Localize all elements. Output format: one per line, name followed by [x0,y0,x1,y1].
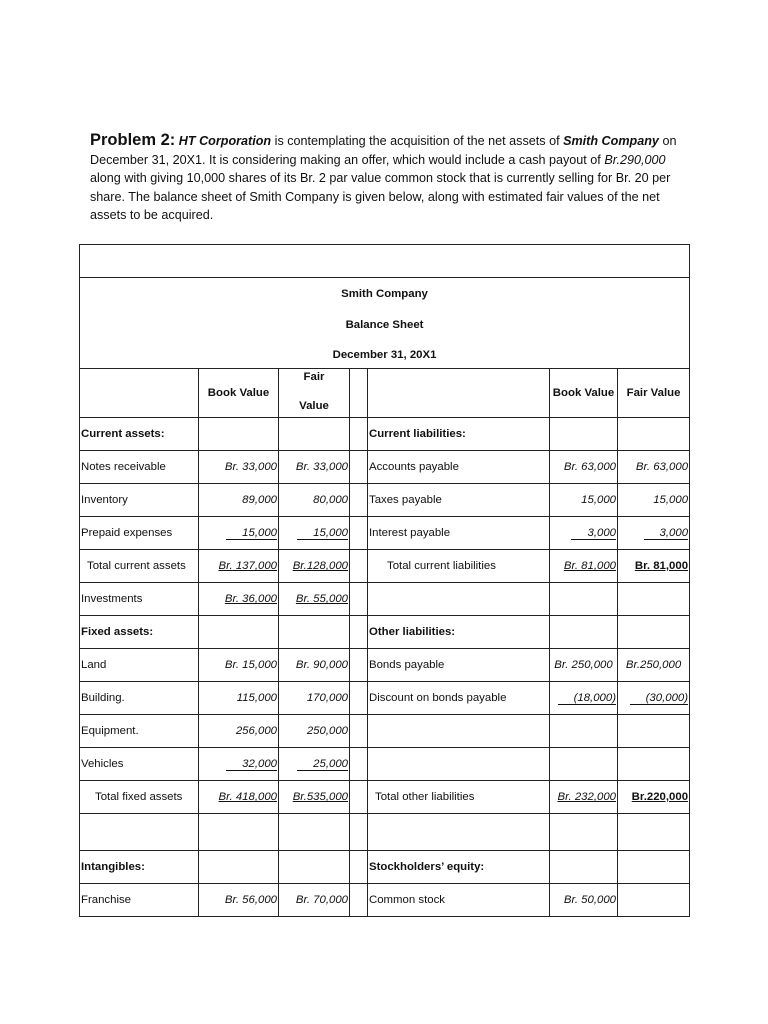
right-fair-value [618,616,690,649]
left-book-value [199,550,279,583]
left-fair-value [279,583,350,616]
right-fair-value-text: Br.250,000 [625,659,682,671]
right-label [368,649,550,682]
right-book-value [550,851,618,884]
left-label [80,649,199,682]
left-book-value-text: Br. 418,000 [218,791,277,803]
left-label [80,616,199,649]
right-label [368,682,550,715]
left-fair-value [279,550,350,583]
left-fair-value-text: 170,000 [306,692,348,704]
left-fair-value-text: 250,000 [306,725,348,737]
right-fair-value-text: Br. 63,000 [635,461,689,473]
left-label [80,715,199,748]
right-label-text: Common stock [369,894,445,906]
left-book-value-text: 32,000 [226,759,277,771]
problem-text-1: is contemplating the acquisition of the net assets of [271,134,564,148]
left-label-text: Franchise [81,894,132,906]
right-book-value [550,715,618,748]
left-fair-value-text: Br. 33,000 [295,461,348,473]
problem-text-3: along with giving 10,000 shares of its Br. 2 par value common stock that is currently selling for Br. 20 per share. The balance sheet of Smith Company is given below, along with estimated fair values of the net assets to be acquired. [90,171,671,223]
table-row [80,583,690,616]
right-fair-value-text: 3,000 [644,528,689,540]
left-fair-value [279,616,350,649]
left-label [80,517,199,550]
left-book-value-text: Br. 15,000 [224,659,277,671]
company-name: Smith Company [341,287,428,300]
right-label [368,517,550,550]
left-label-text: Intangibles: [81,861,145,873]
right-label-text: Total current liabilities [387,560,496,572]
right-label-text: Total other liabilities [375,791,475,803]
gap-cell [350,484,368,517]
left-book-value [199,649,279,682]
left-label-text: Current assets: [81,428,165,440]
right-label [368,451,550,484]
table-row [80,781,690,814]
left-book-value [199,748,279,781]
right-label [368,616,550,649]
left-label-text: Fixed assets: [81,626,154,638]
table-row [80,418,690,451]
left-fair-value [279,649,350,682]
right-book-value [550,649,618,682]
right-fair-value [618,583,690,616]
left-book-value [199,851,279,884]
right-book-value [550,517,618,550]
right-label-text: Bonds payable [369,659,445,671]
left-label-text: Vehicles [81,758,124,770]
left-book-value [199,418,279,451]
left-book-value [199,517,279,550]
gap-cell [350,649,368,682]
left-book-value [199,583,279,616]
right-fair-value [618,649,690,682]
left-label [80,418,199,451]
left-label [80,583,199,616]
right-book-value [550,451,618,484]
gap-cell [350,884,368,917]
gap-cell [350,550,368,583]
left-fair-value-text: Br.535,000 [292,791,348,803]
left-fair-value [279,851,350,884]
right-book-value-text: 15,000 [581,494,616,506]
right-book-value [550,583,618,616]
table-row [80,851,690,884]
left-label-text: Equipment. [81,725,139,737]
right-fair-value [618,851,690,884]
right-fair-value-text: Br.220,000 [631,791,689,803]
col-book-value-left: Book Value [199,369,279,418]
right-fair-value [618,748,690,781]
right-label [368,851,550,884]
left-fair-value-text: 80,000 [313,494,348,506]
right-fair-value [618,451,690,484]
left-label [80,748,199,781]
table-row [80,715,690,748]
left-book-value-text: 89,000 [242,494,277,506]
left-fair-value [279,682,350,715]
left-label-text: Investments [81,593,143,605]
col-fair-value-right: Fair Value [618,369,690,418]
right-label-text: Current liabilities: [369,428,466,440]
left-fair-value [279,715,350,748]
left-book-value [199,616,279,649]
left-fair-value [279,484,350,517]
right-book-value [550,550,618,583]
right-label [368,781,550,814]
acquirer-name: HT Corporation [178,134,272,148]
cash-amount: Br.290,000 [604,152,666,167]
left-label [80,550,199,583]
right-book-value-text: Br. 232,000 [557,791,616,803]
right-fair-value [618,781,690,814]
left-book-value [199,484,279,517]
right-label [368,814,550,851]
balance-rows [80,418,690,917]
left-fair-value [279,884,350,917]
right-fair-value-text: (30,000) [630,693,688,705]
left-fair-value [279,418,350,451]
left-label [80,451,199,484]
table-row [80,682,690,715]
table-row [80,649,690,682]
left-fair-value [279,814,350,851]
gap-cell [350,682,368,715]
gap-cell [350,748,368,781]
left-book-value-text: Br. 33,000 [224,461,277,473]
right-book-value [550,884,618,917]
gap-cell [350,814,368,851]
left-fair-value-text: Br. 90,000 [295,659,348,671]
right-label [368,583,550,616]
left-fair-value-text: Br. 55,000 [295,593,348,605]
gap-cell [350,583,368,616]
right-label-text: Stockholders’ equity: [369,861,485,873]
left-book-value [199,682,279,715]
right-label-text: Accounts payable [369,461,459,473]
right-book-value [550,484,618,517]
left-label-text: Prepaid expenses [81,527,173,539]
col-book-value-right: Book Value [550,369,618,418]
right-label-text: Discount on bonds payable [369,692,507,704]
left-book-value [199,715,279,748]
left-label [80,682,199,715]
left-book-value [199,814,279,851]
right-label [368,715,550,748]
left-label-text: Total current assets [87,560,186,572]
gap-cell [350,851,368,884]
left-label [80,484,199,517]
left-label [80,814,199,851]
left-fair-value-text: Br.128,000 [292,560,348,572]
table-row [80,748,690,781]
right-book-value-text: Br. 50,000 [563,894,616,906]
table-row [80,484,690,517]
table-row [80,451,690,484]
target-name: Smith Company [563,134,659,148]
balance-sheet-table [79,244,690,917]
problem-statement [90,131,690,225]
problem-text-2: on December 31, 20X1. It is considering making an offer, which would include a cash payout of [90,134,677,167]
left-fair-value [279,517,350,550]
right-fair-value-text: Br. 81,000 [634,560,689,572]
left-label-text: Total fixed assets [95,791,183,803]
left-fair-value [279,748,350,781]
right-fair-value [618,715,690,748]
left-fair-value [279,451,350,484]
right-book-value [550,814,618,851]
title-row [80,278,690,369]
right-fair-value-text: 15,000 [653,494,689,506]
right-label-text: Interest payable [369,527,451,539]
left-book-value-text: 15,000 [226,528,277,540]
table-row [80,550,690,583]
right-label [368,484,550,517]
right-label [368,884,550,917]
table-row [80,814,690,851]
statement-title: Balance Sheet [345,318,424,331]
column-header-row [80,369,690,418]
right-book-value [550,748,618,781]
right-fair-value [618,814,690,851]
left-book-value-text: Br. 56,000 [224,894,277,906]
right-fair-value [618,517,690,550]
left-fair-value [279,781,350,814]
gap-cell [350,616,368,649]
gap-cell [350,781,368,814]
right-fair-value [618,550,690,583]
left-label-text: Land [81,659,107,671]
right-fair-value [618,418,690,451]
left-book-value [199,884,279,917]
blank-header-row [80,245,690,278]
left-label [80,851,199,884]
left-label-text: Building. [81,692,125,704]
right-label [368,550,550,583]
right-book-value-text: 3,000 [571,528,616,540]
gap-cell [350,451,368,484]
left-book-value-text: Br. 36,000 [224,593,277,605]
left-fair-value-text: 15,000 [297,528,348,540]
left-fair-value-text: Br. 70,000 [295,894,348,906]
table-row [80,616,690,649]
left-label-text: Notes receivable [81,461,166,473]
right-label [368,748,550,781]
right-label [368,418,550,451]
right-fair-value [618,682,690,715]
right-book-value [550,616,618,649]
right-book-value-text: Br. 63,000 [563,461,616,473]
left-book-value [199,451,279,484]
gap-cell [350,715,368,748]
left-book-value [199,781,279,814]
left-label [80,781,199,814]
table-row [80,517,690,550]
right-book-value-text: Br. 81,000 [563,560,616,572]
left-book-value-text: Br. 137,000 [218,560,277,572]
left-label-text: Inventory [81,494,128,506]
gap-cell [350,517,368,550]
left-label [80,884,199,917]
right-book-value-text: Br. 250,000 [554,659,613,671]
col-fair-value-left: Fair Value [279,369,350,418]
right-label-text: Other liabilities: [369,626,456,638]
right-fair-value [618,884,690,917]
right-label-text: Taxes payable [369,494,442,506]
right-book-value [550,682,618,715]
right-book-value-text: (18,000) [558,693,616,705]
right-book-value [550,781,618,814]
left-book-value-text: 115,000 [236,692,277,704]
left-book-value-text: 256,000 [235,725,277,737]
right-fair-value [618,484,690,517]
table-row [80,884,690,917]
left-fair-value-text: 25,000 [297,759,348,771]
problem-title: Problem 2: [90,131,176,149]
statement-date: December 31, 20X1 [332,348,437,361]
gap-cell [350,418,368,451]
right-book-value [550,418,618,451]
